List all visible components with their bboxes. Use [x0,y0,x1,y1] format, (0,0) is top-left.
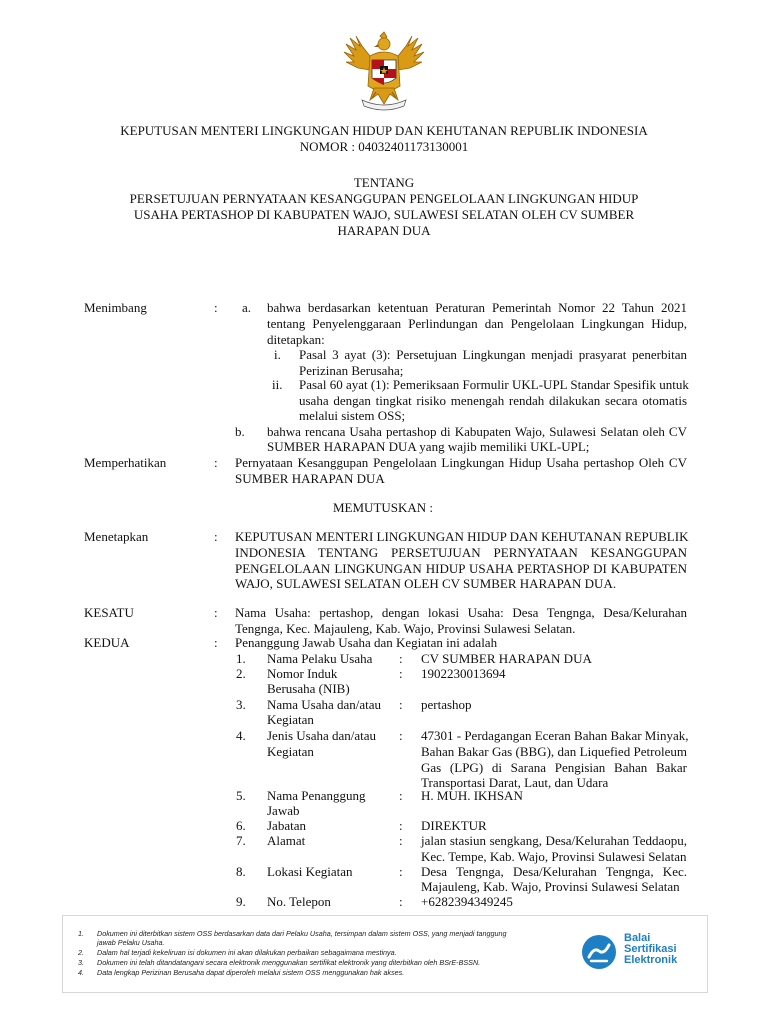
bsre-logo-text: Elektronik [624,954,678,966]
bsre-logo-text: Sertifikasi [624,943,677,955]
menimbang-a-text: bahwa berdasarkan ketentuan Peraturan Pemerintah Nomor 22 Tahun 2021 [267,300,687,315]
bsre-logo-icon [580,933,618,971]
item-label: Nama Pelaku Usaha [267,651,373,666]
memutuskan-heading: MEMUTUSKAN : [333,500,434,515]
item-separator: : [399,697,403,712]
item-label: Nomor Induk [267,666,338,681]
footnote-text: Dalam hal terjadi kekeliruan isi dokumen ini akan dilakukan perbaikan sebagaimana mestinya. [97,948,397,957]
item-value: Gas (LPG) di Sarana Pengisian Bahan Bakar [421,760,687,775]
item-label: Jabatan [267,818,306,833]
list-marker: b. [235,424,245,439]
item-label: No. Telepon [267,894,331,909]
item-separator: : [399,651,403,666]
menimbang-ii-text: melalui sistem OSS; [299,408,406,423]
list-marker: ii. [272,377,283,392]
item-number: 4. [236,728,246,743]
subject-line: PERSETUJUAN PERNYATAAN KESANGGUPAN PENGELOLAAN LINGKUNGAN HIDUP [129,191,639,206]
colon: : [214,605,218,620]
item-number: 3. [236,697,246,712]
item-number: 7. [236,833,246,848]
footnote-text: jawab Pelaku Usaha. [97,938,165,947]
footnote-number: 3. [78,958,84,967]
item-separator: : [399,818,403,833]
menetapkan-text: KEPUTUSAN MENTERI LINGKUNGAN HIDUP DAN KEHUTANAN REPUBLIK [235,529,689,544]
item-label: Jawab [267,803,300,818]
tentang-heading: TENTANG [353,175,415,190]
item-value: Kec. Tempe, Kab. Wajo, Provinsi Sulawesi Selatan [421,849,687,864]
menimbang-ii-text: usaha dengan tingkat risiko menengah rendah dilakukan secara otomatis [299,393,687,408]
menetapkan-text: PENGELOLAAN LINGKUNGAN HIDUP USAHA PERTASHOP DI KABUPATEN [235,561,687,576]
kedua-intro: Penanggung Jawab Usaha dan Kegiatan ini adalah [235,635,498,650]
menetapkan-label: Menetapkan [84,529,149,544]
kesatu-text: Tengnga, Kec. Majauleng, Kab. Wajo, Provinsi Sulawesi Selatan. [235,621,576,636]
menimbang-label: Menimbang [84,300,147,315]
footnote-text: Dokumen ini telah ditandatangani secara elektronik menggunakan sertifikat elektronik yang diterbitkan oleh BSrE-BSSN. [97,958,481,967]
item-value: 1902230013694 [421,666,506,681]
item-label: Nama Penanggung [267,788,366,803]
item-value: +6282394349245 [421,894,513,909]
decree-title: KEPUTUSAN MENTERI LINGKUNGAN HIDUP DAN KEHUTANAN REPUBLIK INDONESIA [120,123,648,138]
kesatu-text: Nama Usaha: pertashop, dengan lokasi Usaha: Desa Tengnga, Desa/Kelurahan [235,605,687,620]
menetapkan-text: WAJO, SULAWESI SELATAN OLEH CV SUMBER HARAPAN DUA. [235,576,617,591]
item-number: 2. [236,666,246,681]
menimbang-a-text: ditetapkan: [267,332,325,347]
item-value: 47301 - Perdagangan Eceran Bahan Bakar Minyak, [421,728,689,743]
item-label: Berusaha (NIB) [267,681,350,696]
footnote-number: 1. [78,929,84,938]
item-value: CV SUMBER HARAPAN DUA [421,651,592,666]
item-separator: : [399,788,403,803]
menimbang-b-text: bahwa rencana Usaha pertashop di Kabupaten Wajo, Sulawesi Selatan oleh CV [267,424,687,439]
menimbang-b-text: SUMBER HARAPAN DUA yang wajib memiliki UKL-UPL; [267,439,590,454]
item-separator: : [399,864,403,879]
item-label: Kegiatan [267,712,314,727]
memperhatikan-text: Pernyataan Kesanggupan Pengelolaan Lingkungan Hidup Usaha pertashop Oleh CV [235,455,687,470]
menimbang-i-text: Pasal 3 ayat (3): Persetujuan Lingkungan menjadi prasyarat penerbitan [299,347,687,362]
footnote-text: Dokumen ini diterbitkan sistem OSS berdasarkan data dari Pelaku Usaha, tersimpan dalam sistem OSS, yang menjadi tanggung [97,929,507,938]
footer-notes-box [62,915,708,993]
kedua-label: KEDUA [84,635,130,650]
item-value: jalan stasiun sengkang, Desa/Kelurahan Teddaopu, [421,833,687,848]
menimbang-a-text: tentang Penyelenggaraan Perlindungan dan Pengelolaan Lingkungan Hidup, [267,316,687,331]
item-separator: : [399,833,403,848]
item-separator: : [399,894,403,909]
menetapkan-text: INDONESIA TENTANG PERSETUJUAN PERNYATAAN KESANGGUPAN [235,545,687,560]
colon: : [214,635,218,650]
subject-line: USAHA PERTASHOP DI KABUPATEN WAJO, SULAWESI SELATAN OLEH CV SUMBER [133,207,635,222]
colon: : [214,455,218,470]
kesatu-label: KESATU [84,605,134,620]
item-separator: : [399,666,403,681]
list-marker: a. [242,300,252,315]
item-value: Bahan Bakar Gas (BBG), dan Liquefied Petroleum [421,744,687,759]
list-marker: i. [274,347,281,362]
item-label: Lokasi Kegiatan [267,864,353,879]
item-separator: : [399,728,403,743]
item-number: 8. [236,864,246,879]
item-label: Nama Usaha dan/atau [267,697,382,712]
footnote-number: 4. [78,968,84,977]
colon: : [214,300,218,315]
bsre-logo-text: Balai [624,932,651,944]
item-number: 6. [236,818,246,833]
decree-number: NOMOR : 04032401173130001 [299,139,469,154]
item-value: Majauleng, Kab. Wajo, Provinsi Sulawesi Selatan [421,879,680,894]
footnote-text: Data lengkap Perizinan Berusaha dapat diperoleh melalui sistem OSS menggunakan hak akses. [97,968,405,977]
subject-line: HARAPAN DUA [337,223,431,238]
footnote-number: 2. [78,948,84,957]
item-label: Jenis Usaha dan/atau [267,728,377,743]
menimbang-ii-text: Pasal 60 ayat (1): Pemeriksaan Formulir UKL-UPL Standar Spesifik untuk [299,377,689,392]
item-value: DIREKTUR [421,818,487,833]
item-value: pertashop [421,697,472,712]
item-label: Alamat [267,833,306,848]
item-label: Kegiatan [267,744,314,759]
menimbang-i-text: Perizinan Berusaha; [299,363,404,378]
colon: : [214,529,218,544]
item-value: Desa Tengnga, Desa/Kelurahan Tengnga, Kec. [421,864,687,879]
item-number: 1. [236,651,246,666]
memperhatikan-text: SUMBER HARAPAN DUA [235,471,385,486]
item-number: 9. [236,894,246,909]
item-number: 5. [236,788,246,803]
item-value: H. MUH. IKHSAN [421,788,523,803]
item-value: Transportasi Darat, Laut, dan Udara [421,775,609,790]
memperhatikan-label: Memperhatikan [84,455,167,470]
garuda-emblem [340,30,428,114]
